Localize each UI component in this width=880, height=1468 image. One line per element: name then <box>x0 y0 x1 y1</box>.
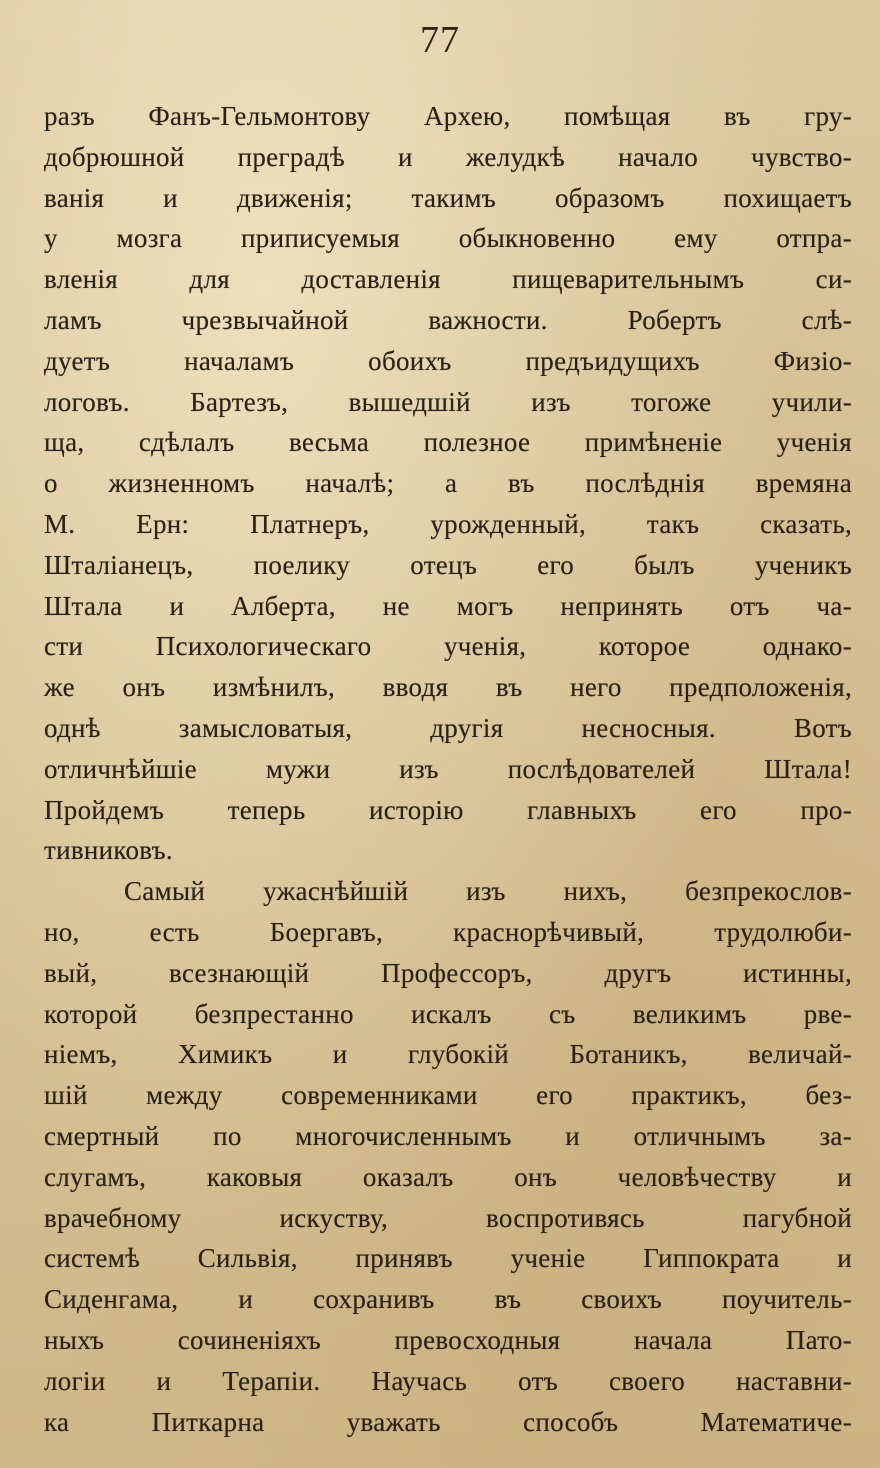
text-line: ніемъ, Химикъ и глубокій Ботаникъ, величай- <box>44 1039 852 1070</box>
text-line: же онъ измѣнилъ, вводя въ него предположенія, <box>44 672 852 703</box>
text-line: Сиденгама, и сохранивъ въ своихъ поучитель- <box>44 1284 852 1315</box>
text-line: Шталіанецъ, поелику отецъ его былъ ученикъ <box>44 549 852 580</box>
text-line: шій между современниками его практикъ, без- <box>44 1080 852 1111</box>
text-line: ванія и движенія; такимъ образомъ похищаетъ <box>44 182 852 213</box>
text-line: логіи и Терапіи. Научась отъ своего наставни- <box>44 1365 852 1396</box>
page-number: 77 <box>420 19 460 61</box>
text-line: Самый ужаснѣйшій изъ нихъ, безпрекослов- <box>124 876 852 907</box>
text-line: смертный по многочисленнымъ и отличнымъ за- <box>44 1120 852 1151</box>
text-line: системѣ Сильвія, принявъ ученіе Гиппократа и <box>44 1243 852 1274</box>
text-line: ща, сдѣлалъ весьма полезное примѣненіе ученія <box>44 427 852 458</box>
text-line: но, есть Боергавъ, краснорѣчивый, трудолюби- <box>44 916 852 947</box>
paragraph-2 <box>44 871 852 1442</box>
text-line: у мозга приписуемыя обыкновенно ему отпра- <box>44 223 852 254</box>
text-line: разъ Фанъ-Гельмонтову Архею, помѣщая въ гру- <box>44 101 852 131</box>
paragraph-1 <box>44 96 852 871</box>
text-line: Пройдемъ теперь исторію главныхъ его про- <box>44 794 852 825</box>
text-line: однѣ замысловатыя, другія несносныя. Вотъ <box>44 712 852 743</box>
text-line: слугамъ, каковыя оказалъ онъ человѣчеству и <box>44 1161 852 1192</box>
text-line: ныхъ сочиненіяхъ превосходныя начала Пато- <box>44 1324 852 1355</box>
text-line: вленія для доставленія пищеварительнымъ си- <box>44 264 852 295</box>
text-line: вый, всезнающій Профессоръ, другъ истинны, <box>44 957 852 988</box>
text-line: ка Питкарна уважать способъ Математиче- <box>44 1406 852 1437</box>
text-line: врачебному искуству, воспротивясь пагубной <box>44 1202 852 1233</box>
text-line: Штала и Алберта, не могъ непринять отъ ча- <box>44 590 852 621</box>
text-line: М. Ерн: Платнеръ, урожденный, такъ сказать, <box>44 508 852 539</box>
text-line: которой безпрестанно искалъ съ великимъ рве- <box>44 998 852 1029</box>
text-line: дуетъ началамъ обоихъ предъидущихъ Физіо- <box>44 345 852 376</box>
text-line: о жизненномъ началѣ; а въ послѣднія времяна <box>44 468 852 499</box>
text-line: тивниковъ. <box>44 835 173 866</box>
text-line: добрюшной преградѣ и желудкѣ начало чувство- <box>44 141 852 172</box>
text-line: логовъ. Бартезъ, вышедшій изъ тогоже учили- <box>44 386 852 417</box>
text-line: ламъ чрезвычайной важности. Робертъ слѣ- <box>44 304 852 335</box>
page-text <box>44 96 852 1442</box>
text-line: сти Психологическаго ученія, которое однако- <box>44 631 852 662</box>
text-line: отличнѣйшіе мужи изъ послѣдователей Штала! <box>44 753 852 784</box>
